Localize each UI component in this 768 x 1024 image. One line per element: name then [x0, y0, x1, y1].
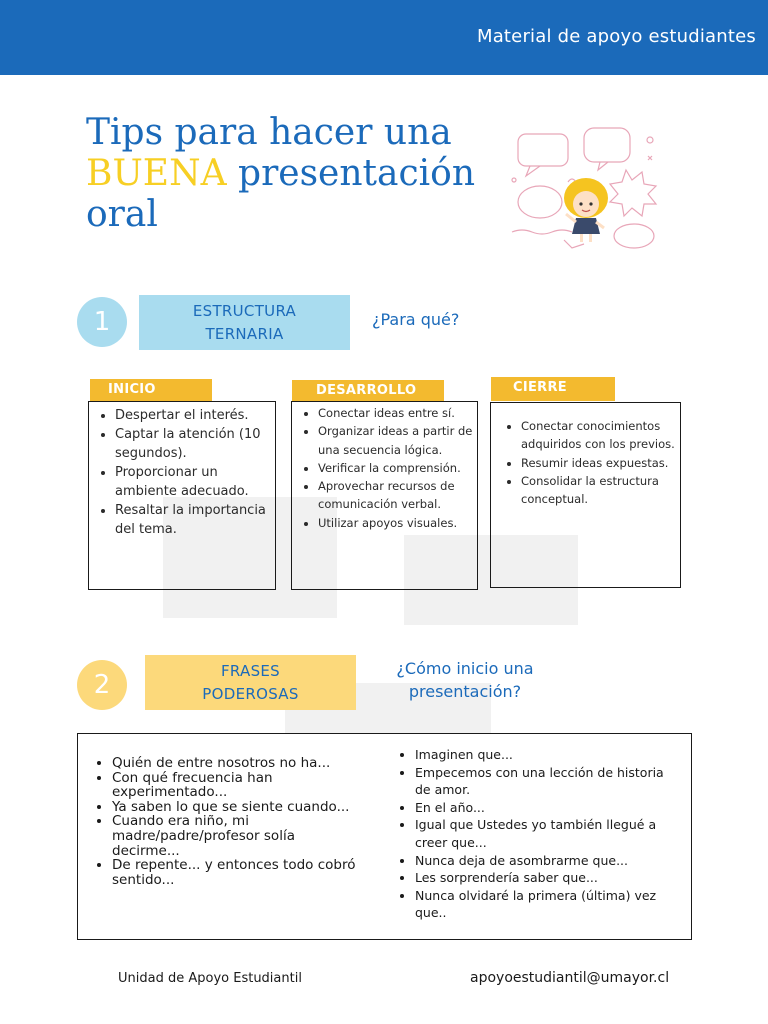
section2-label-line2: PODEROSAS [202, 684, 299, 703]
speech-bubble-icon [584, 128, 630, 162]
header-text: Material de apoyo estudiantes [476, 26, 756, 47]
list-item: • Resaltar la importancia del tema. [115, 501, 275, 539]
section2-question-line2: presentación? [408, 682, 522, 701]
list-item: • Proporcionar un ambiente adecuado. [115, 463, 275, 501]
list-item: • Imaginen que... [415, 746, 675, 764]
speech-bubble-icon [518, 134, 568, 166]
list-item: • Ya saben lo que se siente cuando... [112, 800, 362, 815]
page-title [86, 112, 526, 235]
card-cierre [490, 402, 681, 588]
title-line1: Tips para hacer una [86, 112, 452, 153]
list-item: • Despertar el interés. [115, 406, 275, 425]
section-number-2: 2 [77, 660, 127, 710]
list-item: • Verificar la comprensión. [318, 459, 477, 477]
section1-label-line1: ESTRUCTURA [192, 301, 297, 320]
girl-speech-bubbles-illustration [508, 120, 664, 260]
speech-bubble-icon [518, 186, 562, 218]
section1-question: ¿Para qué? [372, 310, 460, 329]
section1-label-line2: TERNARIA [205, 324, 284, 343]
list-item: • Consolidar la estructura conceptual. [521, 472, 680, 509]
tag-desarrollo: DESARROLLO [292, 380, 444, 402]
footer-email-link[interactable]: apoyoestudiantil@umayor.cl [470, 970, 670, 986]
section2-label-line1: FRASES [220, 661, 281, 680]
list-item: • Utilizar apoyos visuales. [318, 514, 477, 532]
list-item: • Resumir ideas expuestas. [521, 454, 680, 472]
girl-icon [564, 178, 608, 242]
list-item: • Les sorprendería saber que... [415, 869, 675, 887]
list-item: • Aprovechar recursos de comunicación verbal. [318, 477, 477, 514]
list-item: • Igual que Ustedes yo también llegué a creer que... [415, 816, 675, 851]
phrases-left-column [92, 756, 362, 887]
list-item: • Conectar ideas entre sí. [318, 404, 477, 422]
title-line2: presentación [226, 153, 476, 194]
card-inicio [88, 401, 276, 590]
section2-label [145, 655, 356, 710]
tag-cierre: CIERRE [491, 377, 615, 401]
section-number-1: 1 [77, 297, 127, 347]
section1-label [139, 295, 350, 350]
list-item: • Organizar ideas a partir de una secuencia lógica. [318, 422, 477, 459]
section2-question [380, 657, 550, 703]
list-item: • Nunca deja de asombrarme que... [415, 852, 675, 870]
title-line3: oral [86, 194, 158, 235]
speech-bubble-icon [614, 224, 654, 248]
card-desarrollo [291, 401, 478, 590]
list-item: • Nunca olvidaré la primera (última) vez que.. [415, 887, 675, 922]
section2-question-line1: ¿Cómo inicio una [396, 659, 534, 678]
list-item: • Conectar conocimientos adquiridos con los previos. [521, 417, 680, 454]
title-highlight: BUENA [86, 153, 227, 194]
list-item: • Quién de entre nosotros no ha... [112, 756, 362, 771]
list-item: • Empecemos con una lección de historia de amor. [415, 764, 675, 799]
list-item: • Con qué frecuencia han experimentado... [112, 771, 362, 800]
footer-unit-name: Unidad de Apoyo Estudiantil [118, 971, 302, 986]
phrases-right-column [395, 746, 675, 922]
list-item: • Cuando era niño, mi madre/padre/profesor solía decirme... [112, 814, 362, 858]
list-item: • De repente... y entonces todo cobró sentido... [112, 858, 362, 887]
burst-bubble-icon [610, 170, 656, 216]
speech-bubble-tail-icon [526, 166, 540, 176]
list-item: • En el año... [415, 799, 675, 817]
list-item: • Captar la atención (10 segundos). [115, 425, 275, 463]
tag-inicio: INICIO [90, 379, 212, 402]
